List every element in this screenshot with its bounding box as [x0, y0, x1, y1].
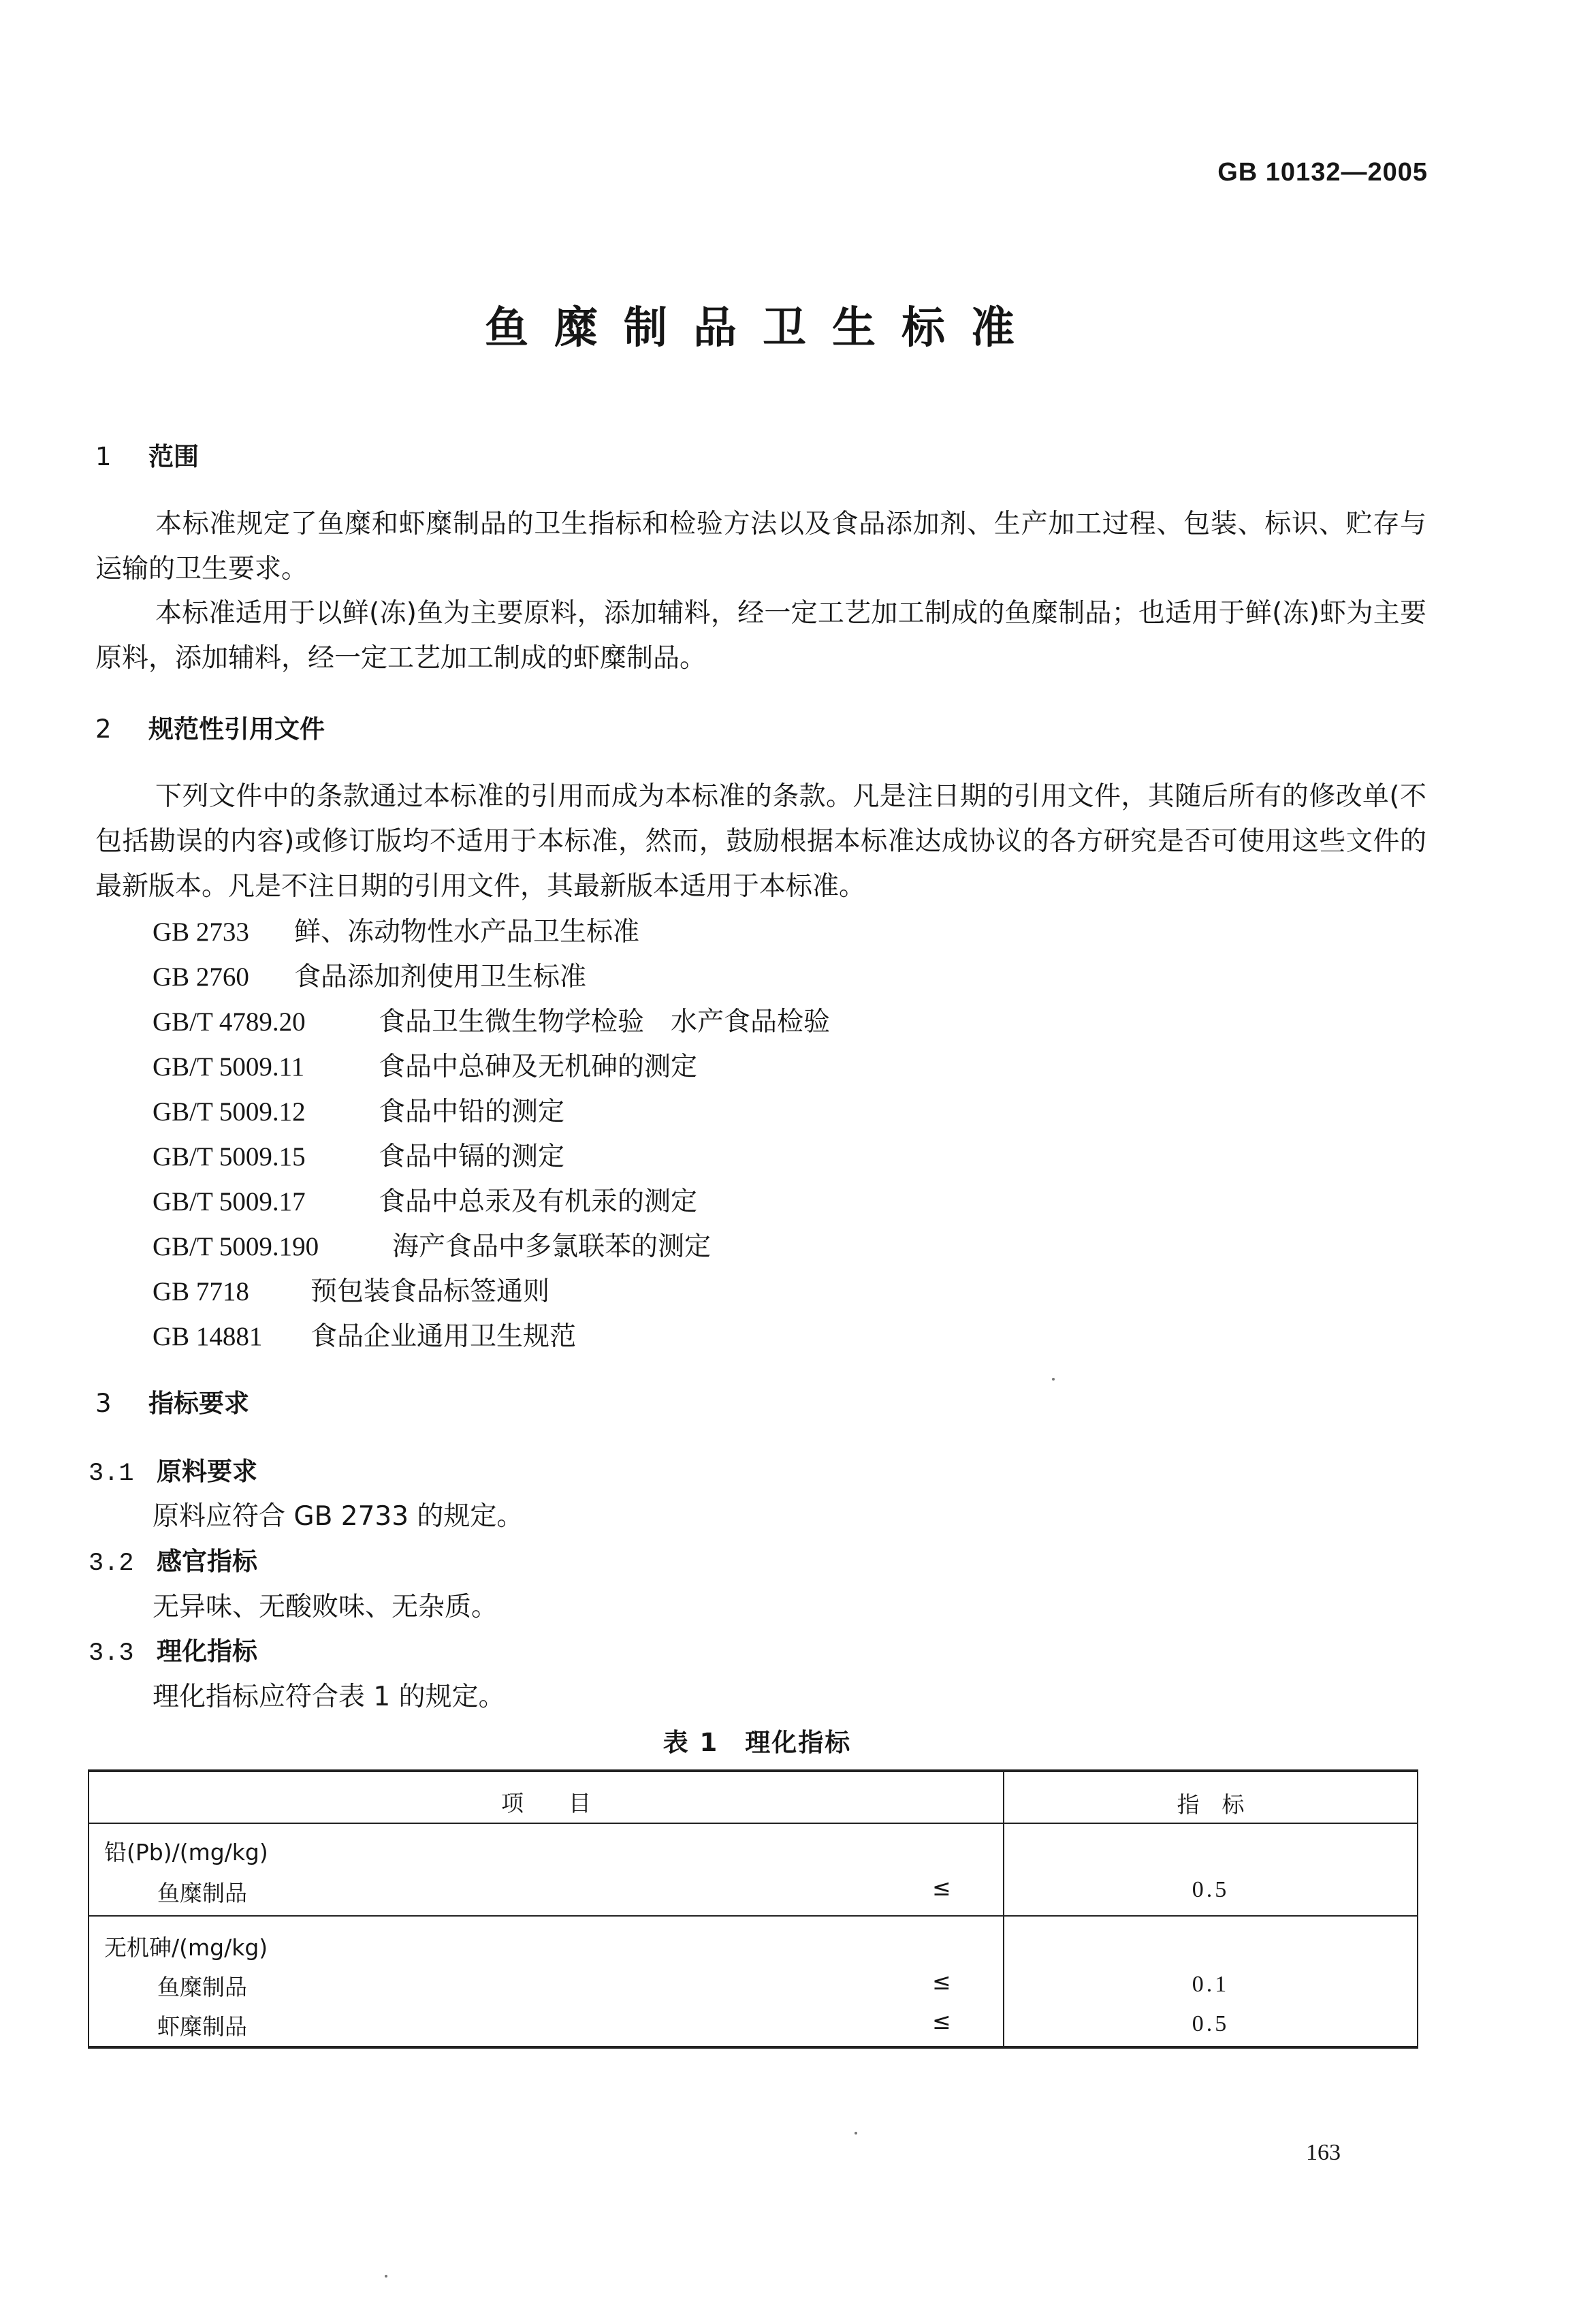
column-header-item: 项 目 [501, 1790, 591, 1816]
row-item: 鱼糜制品 [157, 1974, 247, 2000]
row-operator: ≤ [932, 2008, 951, 2034]
row-item: 鱼糜制品 [157, 1880, 247, 1906]
row-value: 0.5 [1192, 1877, 1230, 1902]
scan-speck [1052, 1378, 1055, 1381]
row-operator: ≤ [932, 1874, 951, 1901]
reference-title: 海产食品中多氯联苯的测定 [392, 1231, 712, 1262]
group-label: 铅(Pb)/(mg/kg) [104, 1839, 268, 1865]
subsection-title: 理化指标 [157, 1637, 257, 1666]
reference-item [153, 1180, 697, 1218]
section-1-paragraph-1: 本标准规定了鱼糜和虾糜制品的卫生指标和检验方法以及食品添加剂、生产加工过程、包装、标识、贮存与运输的卫生要求。 [95, 509, 1426, 584]
reference-item [153, 911, 639, 949]
subsection-title: 原料要求 [157, 1457, 257, 1486]
reference-item [153, 1045, 697, 1084]
group-label: 无机砷/(mg/kg) [104, 1934, 268, 1961]
reference-code: GB/T 5009.12 [153, 1097, 306, 1127]
reference-title: 食品中总汞及有机汞的测定 [379, 1186, 698, 1217]
reference-item [153, 1315, 576, 1353]
section-1-heading [95, 436, 199, 473]
table-caption: 表 1 理化指标 [663, 1728, 852, 1757]
table-1 [88, 1769, 1418, 2049]
section-title: 规范性引用文件 [148, 714, 325, 744]
subsection-title: 感官指标 [157, 1547, 257, 1576]
section-1-paragraph-2: 本标准适用于以鲜(冻)鱼为主要原料，添加辅料，经一定工艺加工制成的鱼糜制品；也适用于鲜(冻)虾为主要原料，添加辅料，经一定工艺加工制成的虾糜制品。 [95, 598, 1426, 674]
reference-title: 食品中镉的测定 [379, 1141, 565, 1172]
reference-code: GB/T 5009.11 [153, 1052, 305, 1082]
section-number: 3 [95, 1389, 112, 1418]
reference-title: 预包装食品标签通则 [310, 1276, 550, 1307]
section-3-heading [95, 1383, 249, 1419]
reference-title: 食品企业通用卫生规范 [310, 1321, 577, 1352]
page-number: 163 [1306, 2140, 1341, 2165]
reference-title: 鲜、冻动物性水产品卫生标准 [294, 917, 640, 947]
reference-item [153, 1270, 549, 1308]
section-number: 2 [95, 714, 112, 744]
group-divider [89, 1915, 1417, 1917]
section-3-1-text: 原料应符合 GB 2733 的规定。 [153, 1501, 524, 1532]
section-2-heading [95, 708, 325, 745]
reference-title: 食品卫生微生物学检验 水产食品检验 [379, 1007, 831, 1037]
reference-code: GB 7718 [153, 1277, 249, 1306]
reference-code: GB 14881 [153, 1322, 263, 1351]
row-value: 0.1 [1192, 1972, 1230, 1997]
reference-item [153, 1001, 830, 1039]
subsection-number: 3.1 [89, 1460, 134, 1488]
reference-title: 食品中铅的测定 [379, 1097, 565, 1127]
header-divider [89, 1823, 1417, 1824]
reference-item [153, 1090, 564, 1129]
subsection-number: 3.2 [89, 1549, 134, 1578]
reference-code: GB/T 4789.20 [153, 1007, 306, 1037]
reference-item [153, 1135, 564, 1173]
reference-title: 食品中总砷及无机砷的测定 [379, 1052, 698, 1082]
section-number: 1 [95, 442, 112, 471]
section-3-3-text: 理化指标应符合表 1 的规定。 [153, 1682, 505, 1712]
scan-speck [855, 2132, 857, 2134]
reference-item [153, 1225, 711, 1263]
reference-code: GB/T 5009.15 [153, 1142, 306, 1171]
reference-title: 食品添加剂使用卫生标准 [294, 962, 587, 992]
row-item: 虾糜制品 [157, 2013, 247, 2040]
standard-number: GB 10132—2005 [1217, 158, 1428, 187]
reference-code: GB/T 5009.190 [153, 1232, 319, 1261]
section-3-1-heading [89, 1451, 257, 1488]
section-title: 指标要求 [148, 1389, 249, 1418]
section-3-2-text: 无异味、无酸败味、无杂质。 [153, 1592, 498, 1622]
reference-code: GB/T 5009.17 [153, 1187, 306, 1216]
reference-code: GB 2760 [153, 962, 249, 992]
subsection-number: 3.3 [89, 1639, 134, 1668]
column-header-value: 指 标 [1177, 1791, 1245, 1818]
reference-item [153, 956, 586, 994]
row-value: 0.5 [1192, 2011, 1230, 2036]
row-operator: ≤ [932, 1968, 951, 1995]
document-title: 鱼糜制品卫生标准 [485, 303, 1040, 353]
section-title: 范围 [148, 442, 199, 471]
reference-code: GB 2733 [153, 917, 249, 947]
scan-speck [385, 2275, 387, 2278]
section-3-3-heading [89, 1631, 257, 1668]
section-3-2-heading [89, 1541, 257, 1578]
section-2-paragraph-1: 下列文件中的条款通过本标准的引用而成为本标准的条款。凡是注日期的引用文件，其随后所有的修改单(不包括勘误的内容)或修订版均不适用于本标准，然而，鼓励根据本标准达成协议的各方研究是否可使用这些文件的最新版本。凡是不注日期的引用文件，其最新版本适用于本标准。 [95, 781, 1426, 902]
